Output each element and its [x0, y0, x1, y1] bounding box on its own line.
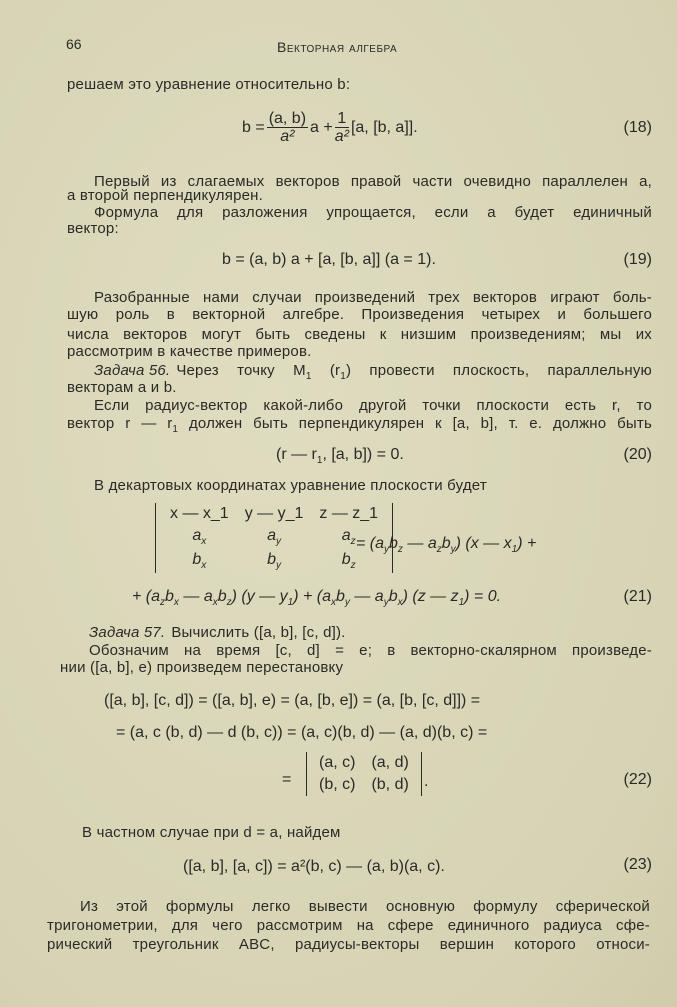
det21-cell: $b_x$: [192, 551, 207, 572]
det22-cell: (b, d): [371, 776, 409, 793]
det22-cell: (a, d): [371, 754, 409, 771]
det21-cell: $a_x$: [192, 527, 207, 548]
equation-23: ([a, b], [a, c]) = a²(b, c) — (a, b)(a, c).: [183, 858, 445, 875]
text-line: вектор r — $r_1$ должен быть перпендикулярен к [a, b], т. е. должно быть: [67, 415, 652, 435]
task-label: Задача 56.: [94, 362, 171, 379]
eq21-rhs2: + ($a_zb_x$ — $a_xb_z$) (y — $y_1) + (a_xb_y$ — $a_yb_x$) (z — $z_1) = 0$.: [132, 588, 502, 609]
text-line: Первый из слагаемых векторов правой части очевидно параллелен a,: [94, 173, 652, 190]
text-line: нии ([a, b], e) произведем перестановку: [60, 659, 344, 676]
det21-cell: $b_z$: [341, 551, 356, 572]
det21-cell: x — x_1: [170, 505, 229, 522]
eq18-rhs: [a, [b, a]].: [350, 119, 418, 136]
running-title: Векторная алгебра: [277, 39, 398, 55]
det22-cell: (b, c): [319, 776, 356, 793]
text-line: Разобранные нами случаи произведений трех векторов играют боль-: [94, 289, 652, 306]
equation-number: (21): [623, 588, 652, 605]
det21-cell: $a_y$: [267, 527, 281, 548]
eq22-equals: =: [282, 771, 292, 788]
equation-22-line2: = (a, c (b, d) — d (b, c)) = (a, c)(b, d) — (a, d)(b, c) =: [116, 724, 488, 741]
eq18-mid: a +: [310, 119, 333, 136]
determinant: [306, 752, 422, 796]
det21-cell: $b_y$: [267, 551, 281, 572]
eq18-frac2-den: a²: [334, 128, 349, 146]
text-line: Из этой формулы легко вывести основную формулу сферической: [80, 898, 650, 915]
eq22-period: .: [424, 773, 429, 790]
equation-number: (19): [623, 251, 652, 268]
text-line: векторам a и b.: [67, 379, 177, 396]
page-number: 66: [66, 36, 82, 52]
text-line: Формула для разложения упрощается, если a будет единичный: [94, 204, 652, 221]
det21-cell: y — y_1: [244, 505, 304, 522]
text-line: В частном случае при d = a, найдем: [82, 824, 341, 841]
text-line: рассмотрим в качестве примеров.: [67, 343, 312, 360]
text-line: В декартовых координатах уравнение плоскости будет: [94, 477, 487, 494]
eq18-frac1-num: (a, b): [268, 110, 307, 128]
eq18-frac2-num: 1: [335, 110, 349, 128]
text-line: Если радиус-вектор какой-либо другой точки плоскости есть r, то: [94, 397, 652, 414]
text-line: числа векторов могут быть сведены к низшим произведениям; мы их: [67, 326, 652, 343]
equation-22-line1: ([a, b], [c, d]) = ([a, b], e) = (a, [b, e]) = (a, [b, [c, d]]) =: [104, 692, 481, 709]
equation-number: (20): [623, 446, 652, 463]
equation-number: (22): [623, 771, 652, 788]
text-line: вектор:: [67, 220, 119, 237]
equation-19: b = (a, b) a + [a, [b, a]] (a = 1).: [222, 251, 436, 268]
det21-cell: $a_z$: [341, 527, 356, 548]
text-line: Через точку $M_1$ $(r_1)$ провести плоскость, параллельную: [176, 362, 652, 382]
equation-20: (r — $r_1$, [a, b]) = 0.: [276, 446, 404, 467]
text-line: решаем это уравнение относительно b:: [67, 76, 351, 93]
text-line: рический треугольник ABC, радиусы-векторы вершин которого относи-: [47, 936, 650, 953]
det21-cell: z — z_1: [319, 505, 379, 522]
eq18-lhs: b =: [242, 119, 265, 136]
task-label: Задача 57.: [89, 624, 166, 641]
equation-number: (18): [623, 119, 652, 136]
text-line: шую роль в векторной алгебре. Произведения четырех и большего: [67, 306, 652, 323]
text-line: а второй перпендикулярен.: [67, 187, 264, 204]
eq18-frac1-den: a²: [280, 128, 295, 146]
det22-cell: (a, c): [319, 754, 356, 771]
text-line: Вычислить ([a, b], [c, d]).: [171, 624, 346, 641]
text-line: тригонометрии, для чего рассмотрим на сфере единичного радиуса сфе-: [47, 917, 650, 934]
equation-number: (23): [623, 856, 652, 873]
eq21-rhs1: = ($a_yb_z$ — $a_zb_y$) (x — $x_1$) +: [356, 535, 537, 556]
text-line: Обозначим на время [c, d] = e; в векторно-скалярном произведе-: [89, 642, 652, 659]
